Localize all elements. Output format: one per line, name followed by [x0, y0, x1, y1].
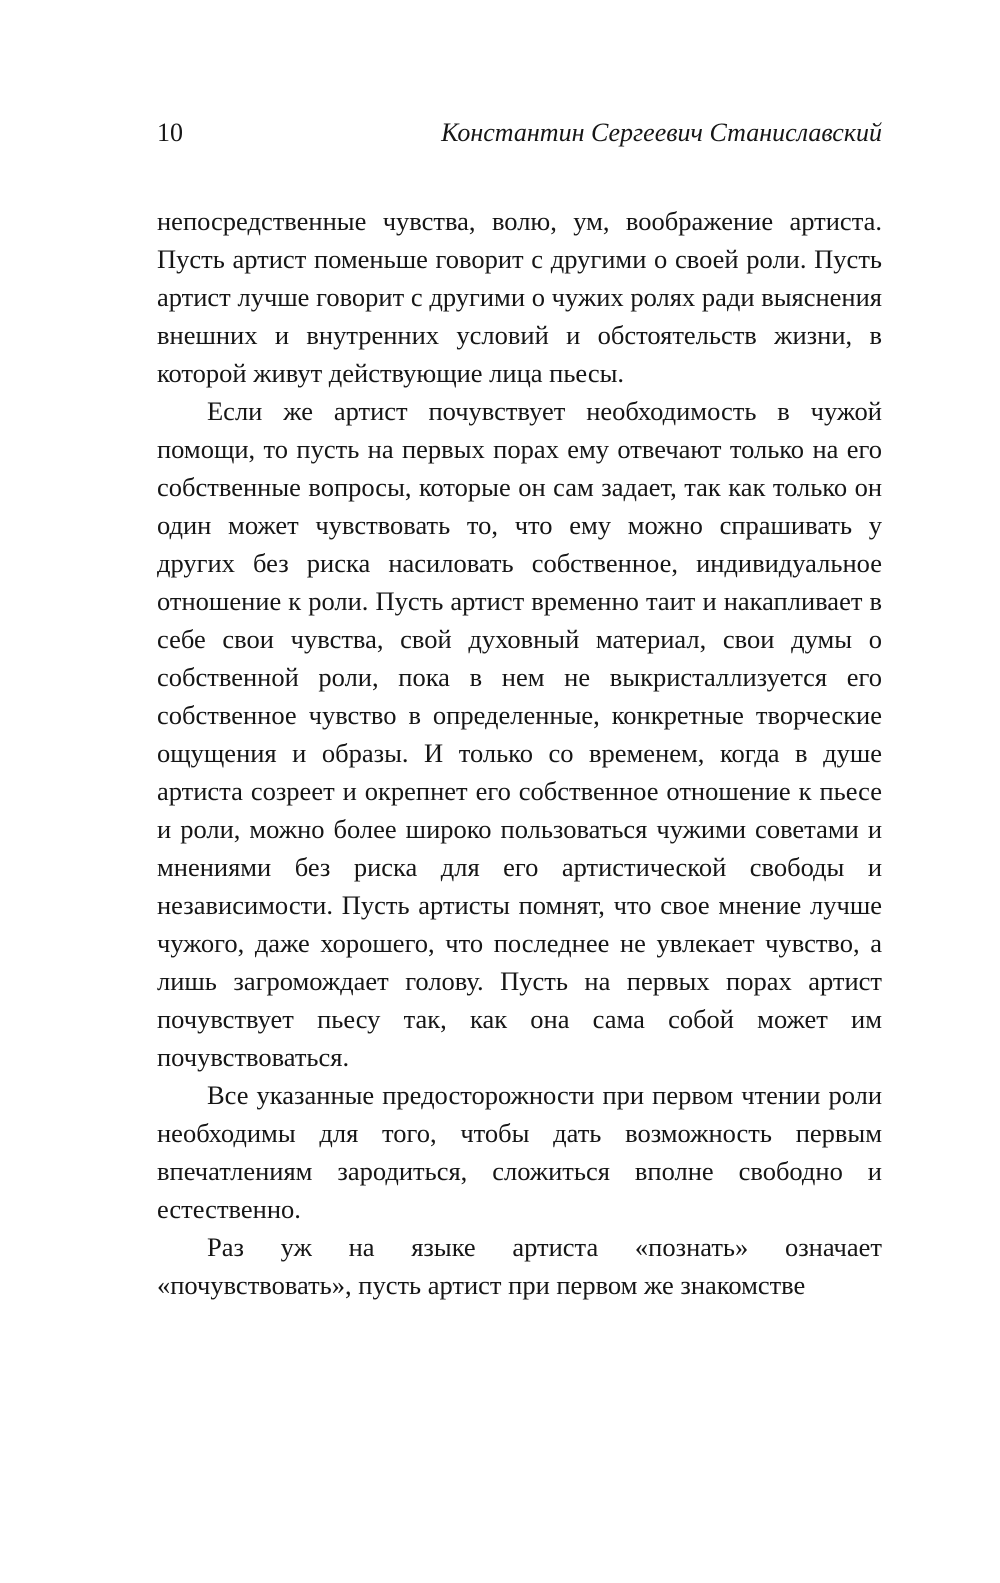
paragraph: Раз уж на языке артиста «познать» означает «почувствовать», пусть артист при первом же знакомстве [157, 1232, 882, 1300]
paragraph: Если же артист почувствует необходимость в чужой помощи, то пусть на первых порах ему отвечают только на его собственные вопросы, которые он сам задает, так как только он один может чувствовать то, что ему можно спрашивать у других без риска насиловать собственное, индивидуальное отношение к роли. Пусть артист временно таит и накапливает в себе свои чувства, свой духовный материал, свои думы о собственной роли, пока в нем не выкристаллизуется его собственное чувство в определенные, конкретные творческие ощущения и образы. И только со временем, когда в душе артиста созреет и окрепнет его собственное отношение к пьесе и роли, можно более широко пользоваться чужими советами и мнениями без риска для его артистической свободы и независимости. Пусть артисты помнят, что свое мнение лучше чужого, даже хорошего, что последнее не увлекает чувство, а лишь загромождает голову. Пусть на первых порах артист почувствует пьесу так, как она сама собой может им почувствоваться. [157, 396, 882, 1072]
paragraph: непосредственные чувства, волю, ум, воображение артиста. Пусть артист поменьше говорит с другими о своей роли. Пусть артист лучше говорит с другими о чужих ролях ради выяснения внешних и внутренних условий и обстоятельств жизни, в которой живут действующие лица пьесы. [157, 206, 882, 388]
running-header [157, 118, 882, 148]
body-text [157, 202, 882, 1304]
paragraph: Все указанные предосторожности при первом чтении роли необходимы для того, чтобы дать возможность первым впечатлениям зародиться, сложиться вполне свободно и естественно. [157, 1080, 882, 1224]
page-number: 10 [157, 118, 183, 147]
running-title: Константин Сергеевич Станиславский [441, 118, 882, 147]
